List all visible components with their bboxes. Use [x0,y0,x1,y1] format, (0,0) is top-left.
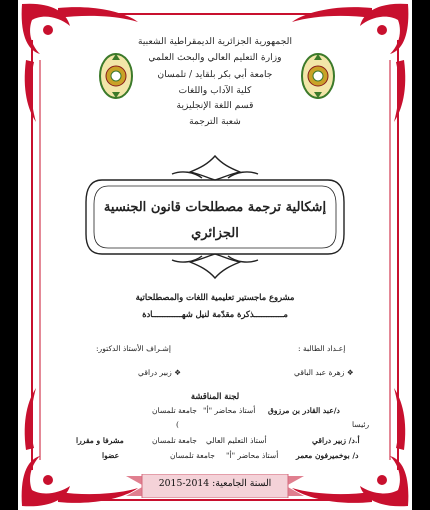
committee-rank: أستاذ التعليم العالي [206,436,267,445]
committee-role: رئيسا [352,420,370,429]
thesis-title-line2: الجزائري [191,226,239,241]
committee-role: مشرفا و مقررا [76,436,124,445]
committee-heading: لجنة المناقشة [190,391,240,401]
supervisor-name-row [138,367,181,378]
supervisor-name: زبير دراقي [138,368,172,377]
committee-role-bracket: ) [176,420,179,429]
committee-university: جامعة تلمسان [170,451,215,460]
header-department: قسم اللغة الإنجليزية [176,100,254,111]
student-label: إعـداد الطالبة : [298,344,346,353]
header-university: جامعة أبي بكر بلقايد / تلمسان [157,69,273,80]
student-name: زهرة عبد الباقي [294,368,345,377]
header-branch: شعبة الترجمة [189,116,241,127]
committee-role: عضوا [102,451,120,460]
committee-name: د/عبد القادر بن مرزوق [268,406,340,415]
committee-rank: أستاذ محاضر "أ" [226,451,279,460]
degree-description: مــــــــــــذكرة مقدّمة لنيل شهــــــــــــادة [142,309,288,319]
committee-rank: أستاذ محاضر "أ" [203,406,256,415]
header-faculty: كلية الآداب واللغات [178,85,252,96]
committee-university: جامعة تلمسان [152,436,197,445]
committee-name: د/ بوخميرفون معمر [296,451,359,460]
document-page [18,0,412,510]
diamond-bullet-icon: ❖ [174,368,182,377]
committee-name: أ.د/ زبير دراقي [312,436,360,445]
header-republic: الجمهورية الجزائرية الديمقراطية الشعبية [137,36,293,47]
title-frame [82,150,348,280]
academic-year: السنة الجامعية: 2014-2015 [158,478,272,489]
thesis-title-line1: إشكالية ترجمة مصطلحات قانون الجنسية [103,200,327,215]
supervisor-label: إشـراف الأستاذ الدكتور: [96,344,171,353]
diamond-bullet-icon: ❖ [346,368,354,377]
project-description: مشروع ماجستير تعليمية اللغات والمصطلحاتية [135,292,295,302]
header-ministry: وزارة التعليم العالي والبحث العلمي [148,52,282,63]
student-name-row [294,367,354,378]
committee-university: جامعة تلمسان [152,406,197,415]
